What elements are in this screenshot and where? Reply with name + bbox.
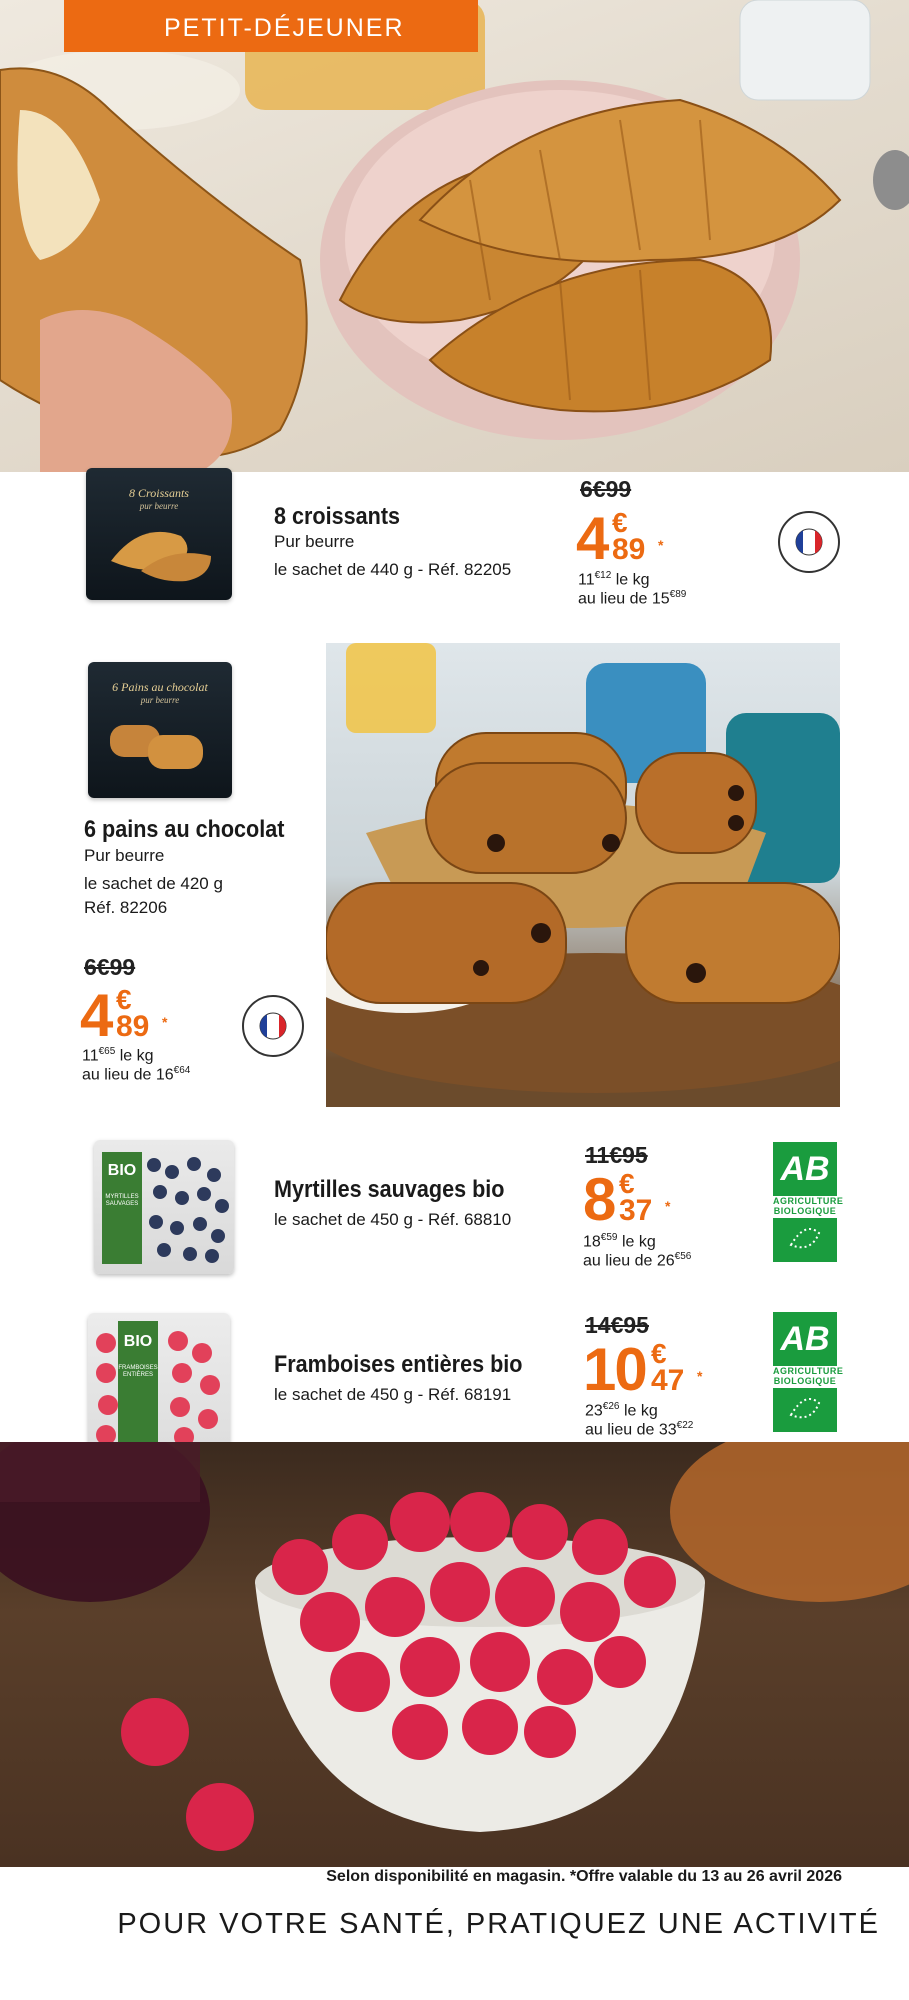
croissant-icon <box>86 511 232 591</box>
price-was: au lieu de $26^{€56}$ <box>583 1251 692 1270</box>
price-was: au lieu de $33^{€22}$ <box>585 1420 694 1439</box>
agriculture-biologique-badge: AB AGRICULTURE BIOLOGIQUE <box>773 1312 837 1430</box>
price-per-kg: $11^{€65}$ le kg <box>82 1046 154 1065</box>
old-price: 6€99 <box>84 954 136 980</box>
pains-au-chocolat-photo <box>326 643 840 1107</box>
pack-subtitle: pur beurre <box>139 501 179 511</box>
pack-title: 6 Pains au chocolat <box>112 680 208 694</box>
hero-croissants-photo <box>0 0 909 472</box>
promo-price <box>80 984 190 1048</box>
myrtilles-pack-image <box>94 1140 234 1274</box>
product-ref-framboises: le sachet de 450 g - Réf. 68191 <box>274 1385 512 1404</box>
promo-price <box>583 1338 723 1402</box>
eu-organic-leaf-icon <box>773 1388 837 1432</box>
product-weight-pains-au-chocolat: le sachet de 420 g <box>84 874 223 893</box>
product-name-framboises: Framboises entières bio <box>274 1351 523 1378</box>
old-price: 6€99 <box>580 476 632 502</box>
price-per-kg: $11^{€12}$ le kg <box>578 570 650 589</box>
croissant-bowl-illustration <box>0 0 909 472</box>
price-was: au lieu de $15^{€89}$ <box>578 589 687 608</box>
price-euro-sign: € <box>612 507 628 538</box>
product-desc-pains-au-chocolat: Pur beurre <box>84 846 165 865</box>
product-name-pains-au-chocolat: 6 pains au chocolat <box>84 816 285 843</box>
croissants-pack-image <box>86 468 232 600</box>
price-cents: 89 <box>612 533 646 566</box>
price-cents: 89 <box>116 1010 150 1043</box>
blueberries-icon <box>142 1150 232 1266</box>
pains-au-chocolat-pack-image <box>88 662 232 798</box>
price-integer: 4 <box>80 982 112 1049</box>
asterisk: * <box>665 1198 671 1214</box>
price-cents: 47 <box>651 1364 685 1397</box>
france-flag-icon <box>250 1003 296 1049</box>
promo-price <box>576 507 686 571</box>
raspberries-bowl-illustration <box>0 1442 909 1867</box>
raspberries-bowl-photo <box>0 1442 909 1867</box>
price-integer: 10 <box>583 1336 646 1403</box>
price-integer: 4 <box>576 505 608 572</box>
product-name-myrtilles: Myrtilles sauvages bio <box>274 1176 505 1203</box>
ab-logo: AB <box>773 1142 837 1196</box>
product-ref-myrtilles: le sachet de 450 g - Réf. 68810 <box>274 1210 512 1229</box>
cuisine-en-france-icon <box>242 995 304 1057</box>
price-euro-sign: € <box>651 1338 667 1369</box>
bio-label-strip: BIO MYRTILLES SAUVAGES <box>102 1152 142 1264</box>
product-name-croissants: 8 croissants <box>274 503 401 530</box>
bio-label-strip: BIO FRAMBOISES ENTIÈRES <box>118 1321 158 1453</box>
product-ref-croissants: le sachet de 440 g - Réf. 82205 <box>274 560 512 579</box>
price-integer: 8 <box>583 1166 615 1233</box>
eu-organic-leaf-icon <box>773 1218 837 1262</box>
price-euro-sign: € <box>619 1168 635 1199</box>
product-desc-croissants: Pur beurre <box>274 532 355 551</box>
asterisk: * <box>658 537 664 553</box>
product-ref-pains-au-chocolat: Réf. 82206 <box>84 898 168 917</box>
price-per-kg: $18^{€59}$ le kg <box>583 1232 656 1251</box>
pains-au-chocolat-illustration <box>326 643 840 1107</box>
pain-au-chocolat-icon <box>88 705 232 785</box>
price-was: au lieu de $16^{€64}$ <box>82 1065 191 1084</box>
section-tab-petit-dejeuner: PETIT-DÉJEUNER <box>64 0 478 52</box>
price-cents: 37 <box>619 1194 653 1227</box>
footer-offer-note: Selon disponibilité en magasin. *Offre valable du 13 au 26 avril 2026 <box>326 1868 842 1885</box>
raspberries-icon <box>92 1323 228 1453</box>
promo-price <box>583 1168 693 1232</box>
footer-health-banner: POUR VOTRE SANTÉ, PRATIQUEZ UNE ACTIVITÉ <box>117 1908 880 1940</box>
ab-logo: AB <box>773 1312 837 1366</box>
asterisk: * <box>162 1014 168 1030</box>
asterisk: * <box>697 1368 703 1384</box>
old-price: 11€95 <box>585 1142 648 1168</box>
framboises-pack-image <box>88 1313 230 1463</box>
pack-title: 8 Croissants <box>129 486 189 500</box>
price-per-kg: $23^{€26}$ le kg <box>585 1401 658 1420</box>
old-price: 14€95 <box>585 1312 649 1338</box>
agriculture-biologique-badge: AB AGRICULTURE BIOLOGIQUE <box>773 1142 837 1260</box>
france-flag-icon <box>786 519 832 565</box>
price-euro-sign: € <box>116 984 132 1015</box>
pack-subtitle: pur beurre <box>140 695 180 705</box>
cuisine-en-france-icon <box>778 511 840 573</box>
